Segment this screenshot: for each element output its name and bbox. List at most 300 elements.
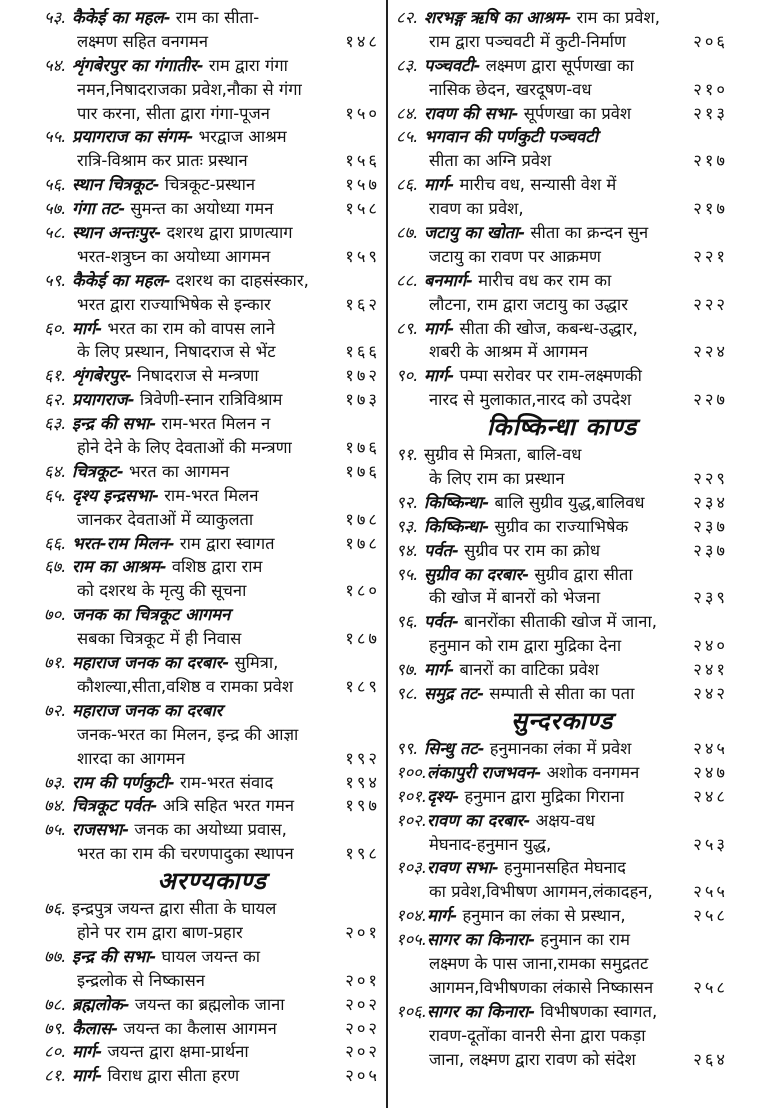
toc-entry [396, 539, 728, 563]
entry-title: महाराज जनक का दरबार- [72, 653, 230, 673]
entry-title: इन्द्र की सभा- [72, 414, 157, 434]
page-number: १९८ [345, 844, 380, 864]
page-number: १८० [345, 581, 380, 601]
entry-text: पम्पा सरोवर पर राम-लक्ष्मणकी [459, 366, 642, 386]
entry-title: लंकापुरी राजभवन- [427, 762, 542, 782]
toc-line [396, 491, 728, 515]
toc-entry [44, 1017, 380, 1041]
entry-text: रावण का प्रवेश, [429, 199, 524, 219]
entry-text: इन्द्रपुत्र जयन्त द्वारा सीता के घायल [72, 899, 277, 919]
toc-line [396, 658, 728, 682]
page-number: २१७ [693, 199, 728, 219]
toc-line [44, 675, 380, 699]
page-number: १५० [345, 103, 380, 123]
toc-line [396, 880, 728, 904]
entry-text: सूर्पणखा का प्रवेश [523, 103, 632, 123]
toc-entry [396, 317, 728, 365]
entry-title: पञ्चवटी- [424, 55, 481, 75]
entry-number: ८९. [396, 318, 419, 338]
entry-text: शारदा का आगमन [77, 748, 185, 768]
entry-text: राम का सीता- [175, 8, 260, 27]
entry-text: की खोज में बानरों को भेजना [429, 588, 601, 608]
toc-line [44, 54, 380, 78]
entry-text: होने पर राम द्वारा बाण-प्रहार [77, 922, 243, 942]
toc-entry [396, 6, 728, 54]
toc-line [44, 460, 380, 484]
entry-number: १०६. [396, 1001, 427, 1021]
entry-title: सिन्धु तट- [424, 738, 485, 758]
toc-entry [44, 460, 380, 484]
entry-number: १०२. [396, 810, 427, 830]
entry-title: किष्किन्धा- [424, 492, 490, 512]
toc-line [396, 737, 728, 761]
page-number: २२१ [693, 246, 728, 266]
toc-entry [44, 173, 380, 197]
page-number: १७६ [345, 461, 380, 481]
entry-text: दशरथ का दाहसंस्कार, [175, 270, 309, 290]
toc-line [396, 809, 728, 833]
toc-entry [44, 897, 380, 945]
entry-title: भरत-राम मिलन- [72, 533, 175, 553]
entry-number: ८३. [396, 55, 419, 75]
entry-text: नमन,निषादराजका प्रवेश,नौका से गंगा [77, 79, 302, 99]
page-number: २०१ [345, 970, 380, 990]
entry-text: पार करना, सीता द्वारा गंगा-पूजन [77, 103, 270, 123]
entry-number: ९०. [396, 366, 419, 386]
entry-title: समुद्र तट- [424, 684, 485, 704]
toc-line [44, 484, 380, 508]
page-number: २२९ [693, 469, 728, 489]
entry-number: ९४. [396, 540, 419, 560]
toc-entry [396, 54, 728, 102]
toc-line [396, 125, 728, 149]
toc-line [44, 532, 380, 556]
page-number: २४५ [693, 738, 728, 758]
entry-number: १०१. [396, 786, 427, 806]
entry-number: ५८. [44, 223, 67, 243]
toc-line [396, 388, 728, 412]
toc-line [396, 904, 728, 928]
entry-title: मार्ग- [72, 1042, 103, 1062]
entry-number: ७७. [44, 946, 67, 966]
toc-line [396, 761, 728, 785]
entry-title: मार्ग- [424, 366, 455, 386]
entry-title: स्थान अन्तःपुर- [72, 223, 162, 243]
page-number: २५३ [693, 834, 728, 854]
entry-text: शबरी के आश्रम में आगमन [429, 342, 588, 362]
toc-entry [44, 771, 380, 795]
toc-entry [396, 515, 728, 539]
entry-title: मार्ग- [427, 906, 458, 926]
entry-text: के लिए राम का प्रस्थान [429, 469, 565, 489]
toc-line [44, 221, 380, 245]
toc-line [396, 952, 728, 976]
toc-entry [396, 610, 728, 658]
toc-line [44, 794, 380, 818]
toc-line [44, 508, 380, 532]
entry-title: पर्वत- [424, 540, 459, 560]
toc-line [396, 340, 728, 364]
toc-line [44, 627, 380, 651]
entry-text: राम द्वारा पञ्चवटी में कुटी-निर्माण [429, 31, 626, 51]
entry-text: भरत द्वारा राज्याभिषेक से इन्कार [77, 294, 271, 314]
entry-title: मार्ग- [72, 318, 103, 338]
entry-title: सागर का किनारा- [427, 1001, 536, 1021]
toc-line [396, 6, 728, 30]
entry-text: मारीच वध, सन्यासी वेश में [459, 175, 617, 195]
entry-text: अक्षय-वध [535, 810, 595, 830]
toc-line [44, 818, 380, 842]
entry-number: ९५. [396, 564, 419, 584]
entry-title: जटायु का खोता- [424, 223, 526, 243]
page-number: २२२ [693, 294, 728, 314]
page-number: २४८ [693, 786, 728, 806]
entry-text: नारद से मुलाकात,नारद को उपदेश [429, 390, 632, 410]
toc-line [396, 976, 728, 1000]
entry-text: लक्ष्मण द्वारा सूर्पणखा का [485, 55, 634, 75]
toc-line [396, 539, 728, 563]
entry-number: ५७. [44, 199, 67, 219]
page-number: २०२ [345, 1018, 380, 1038]
toc-line [44, 747, 380, 771]
entry-number: ७३. [44, 772, 67, 792]
toc-entry [44, 269, 380, 317]
page-number: २०६ [693, 31, 728, 51]
entry-number: ६२. [44, 390, 67, 410]
toc-line [44, 723, 380, 747]
page-number: २२७ [693, 390, 728, 410]
entry-number: ९१. [396, 445, 419, 465]
entry-text: जनक-भरत का मिलन, इन्द्र की आज्ञा [77, 724, 299, 744]
page-number: २३४ [693, 492, 728, 512]
section-heading: किष्किन्धा काण्ड [486, 413, 638, 442]
page-number: १९२ [345, 748, 380, 768]
toc-entry [396, 102, 728, 126]
column-divider [386, 0, 388, 1108]
entry-text: चित्रकूट-प्रस्थान [164, 175, 256, 195]
entry-number: ८६. [396, 175, 419, 195]
entry-text: सुग्रीव द्वारा सीता [534, 564, 633, 584]
toc-entry [44, 993, 380, 1017]
toc-entry [44, 54, 380, 126]
page-number: २३७ [693, 540, 728, 560]
toc-line [44, 897, 380, 921]
entry-title: जनक का चित्रकूट आगमन [72, 605, 231, 625]
entry-title: प्रयागराज का संगम- [72, 127, 194, 147]
page-number: १५९ [345, 246, 380, 266]
toc-entry [44, 794, 380, 818]
entry-text: सम्पाती से सीता का पता [489, 684, 635, 704]
entry-text: हनुमान को राम द्वारा मुद्रिका देना [429, 636, 622, 656]
toc-line [396, 221, 728, 245]
entry-number: ६३. [44, 414, 67, 434]
toc-entry [44, 484, 380, 532]
toc-line [396, 1048, 728, 1072]
entry-number: ५५. [44, 127, 67, 147]
toc-entry [396, 491, 728, 515]
toc-line [396, 634, 728, 658]
toc-entry [44, 555, 380, 603]
entry-title: प्रयागराज- [72, 390, 135, 410]
toc-line [44, 30, 380, 54]
entry-title: शरभङ्ग ऋषि का आश्रम- [424, 8, 572, 27]
entry-title: मार्ग- [424, 318, 455, 338]
contents-left-column [44, 6, 380, 1088]
toc-line [396, 1000, 728, 1024]
toc-line [396, 317, 728, 341]
toc-entry [396, 928, 728, 1000]
entry-text: हनुमान द्वारा मुद्रिका गिराना [464, 786, 625, 806]
entry-text: सीता की खोज, कबन्ध-उद्धार, [459, 318, 638, 338]
page-number: १६६ [345, 342, 380, 362]
entry-number: ७९. [44, 1018, 67, 1038]
toc-entry [44, 412, 380, 460]
entry-number: ९८. [396, 684, 419, 704]
entry-text: सुमन्त का अयोध्या गमन [130, 199, 274, 219]
entry-text: हनुमानका लंका में प्रवेश [489, 738, 632, 758]
entry-text: बानरोंका सीताकी खोज में जाना, [464, 612, 657, 632]
entry-title: कैकेई का महल- [72, 8, 171, 27]
toc-entry [396, 658, 728, 682]
page-number: २१० [693, 79, 728, 99]
page-number: २०५ [345, 1066, 380, 1086]
toc-line [44, 1040, 380, 1064]
entry-text: लौटना, राम द्वारा जटायु का उद्धार [429, 294, 628, 314]
entry-number: ९९. [396, 738, 419, 758]
entry-text: जाना, लक्ष्मण द्वारा रावण को संदेश [429, 1049, 636, 1069]
toc-line [44, 340, 380, 364]
toc-line [396, 245, 728, 269]
toc-entry [44, 603, 380, 651]
entry-title: किष्किन्धा- [424, 516, 490, 536]
toc-line [44, 412, 380, 436]
entry-number: ८७. [396, 223, 419, 243]
entry-text: सुग्रीव पर राम का क्रोध [464, 540, 600, 560]
toc-line [44, 651, 380, 675]
toc-line [44, 245, 380, 269]
page-number: १७८ [345, 509, 380, 529]
toc-entry [396, 364, 728, 412]
page-number: १९४ [345, 772, 380, 792]
entry-text: मेघनाद-हनुमान युद्ध, [429, 834, 552, 854]
toc-entry [44, 317, 380, 365]
toc-line [396, 1024, 728, 1048]
page-number: २१७ [693, 151, 728, 171]
entry-number: १०५. [396, 930, 427, 950]
entry-text: भरत का आगमन [128, 461, 230, 481]
toc-entry [44, 699, 380, 771]
entry-text: बालि सुग्रीव युद्ध,बालिवध [494, 492, 645, 512]
entry-number: १००. [396, 762, 427, 782]
entry-text: जटायु का रावण पर आक्रमण [429, 246, 601, 266]
entry-text: हनुमान का लंका से प्रस्थान, [462, 906, 626, 926]
toc-line [396, 102, 728, 126]
entry-text: सबका चित्रकूट में ही निवास [77, 629, 242, 649]
toc-entry [396, 904, 728, 928]
toc-line [396, 856, 728, 880]
toc-entry [396, 856, 728, 904]
toc-line [396, 149, 728, 173]
entry-text: सुग्रीव का राज्याभिषेक [494, 516, 629, 536]
entry-title: पर्वत- [424, 612, 459, 632]
entry-number: ६७. [44, 557, 67, 577]
entry-number: ८५. [396, 127, 419, 147]
entry-number: ८८. [396, 270, 419, 290]
page-number: २२४ [693, 342, 728, 362]
entry-title: शृंगबेरपुर का गंगातीर- [72, 55, 204, 75]
toc-line [44, 269, 380, 293]
entry-title: स्थान चित्रकूट- [72, 175, 160, 195]
entry-title: मार्ग- [424, 175, 455, 195]
entry-text: जयन्त का कैलास आगमन [123, 1018, 277, 1038]
toc-entry [396, 269, 728, 317]
toc-line [44, 1064, 380, 1088]
toc-line [44, 436, 380, 460]
entry-number: ६१. [44, 366, 67, 386]
page-number: २४१ [693, 660, 728, 680]
entry-title: ब्रह्मलोक- [72, 994, 130, 1014]
toc-line [44, 993, 380, 1017]
page-number: २६४ [693, 1049, 728, 1069]
toc-line [44, 149, 380, 173]
toc-line [44, 317, 380, 341]
entry-text: राम-भरत संवाद [180, 772, 274, 792]
entry-text: विभीषणका स्वागत, [540, 1001, 658, 1021]
entry-number: ७४. [44, 796, 67, 816]
entry-text: लक्ष्मण के पास जाना,रामका समुद्रतट [429, 953, 649, 973]
entry-text: हनुमान का राम [540, 930, 630, 950]
toc-line [44, 293, 380, 317]
page-number: २४० [693, 636, 728, 656]
toc-line [396, 682, 728, 706]
entry-title: राजसभा- [72, 820, 130, 840]
entry-text: इन्द्रलोक से निष्कासन [77, 970, 205, 990]
entry-number: ७८. [44, 994, 67, 1014]
toc-entry [396, 125, 728, 173]
entry-text: भरत-शत्रुघ्न का अयोध्या आगमन [77, 246, 271, 266]
entry-text: विराध द्वारा सीता हरण [107, 1066, 240, 1086]
entry-number: ७१. [44, 653, 67, 673]
entry-title: महाराज जनक का दरबार [72, 700, 223, 720]
entry-text: जनक का अयोध्या प्रवास, [134, 820, 287, 840]
entry-text: दशरथ द्वारा प्राणत्याग [166, 223, 293, 243]
entry-text: राम द्वारा स्वागत [179, 533, 275, 553]
toc-line [396, 928, 728, 952]
toc-line [44, 921, 380, 945]
toc-line [396, 515, 728, 539]
entry-text: सुमित्रा, [234, 653, 279, 673]
toc-entry [44, 532, 380, 556]
entry-title: मार्ग- [72, 1066, 103, 1086]
toc-line [44, 555, 380, 579]
toc-line [396, 443, 728, 467]
entry-title: राम की पर्णकुटी- [72, 772, 175, 792]
entry-text: सुग्रीव से मित्रता, बालि-वध [424, 445, 582, 465]
page-number: १७२ [345, 366, 380, 386]
page-number: २१३ [693, 103, 728, 123]
entry-title: शृंगबेरपुर- [72, 366, 132, 386]
toc-line [44, 6, 380, 30]
toc-entry [44, 6, 380, 54]
toc-entry [396, 785, 728, 809]
section-heading: सुन्दरकाण्ड [510, 706, 614, 735]
toc-entry [44, 1064, 380, 1088]
entry-text: त्रिवेणी-स्नान रात्रिविश्राम [139, 390, 283, 410]
entry-title: दृश्य- [427, 786, 460, 806]
entry-text: वशिष्ठ द्वारा राम [171, 557, 263, 577]
toc-entry [44, 818, 380, 866]
entry-number: ७०. [44, 605, 67, 625]
entry-title: गंगा तट- [72, 199, 126, 219]
entry-number: ६०. [44, 318, 67, 338]
toc-line [396, 78, 728, 102]
toc-entry [396, 563, 728, 611]
toc-entry [44, 945, 380, 993]
page-number: २४७ [693, 762, 728, 782]
toc-line [396, 54, 728, 78]
page-number: १५८ [345, 199, 380, 219]
entry-text: नासिक छेदन, खरदूषण-वध [429, 79, 592, 99]
entry-number: १०३. [396, 858, 427, 878]
entry-text: घायल जयन्त का [161, 946, 261, 966]
entry-title: भगवान की पर्णकुटी पञ्चवटी [424, 127, 598, 147]
entry-text: कौशल्या,सीता,वशिष्ठ व रामका प्रवेश [77, 676, 294, 696]
entry-text: आगमन,विभीषणका लंकासे निष्कासन [429, 977, 654, 997]
entry-number: ८२. [396, 8, 419, 27]
page-number: १५७ [345, 175, 380, 195]
toc-line [44, 125, 380, 149]
page-number: २०२ [345, 994, 380, 1014]
entry-text: बानरों का वाटिका प्रवेश [459, 660, 599, 680]
toc-line [44, 102, 380, 126]
entry-number: ५९. [44, 270, 67, 290]
toc-line [396, 173, 728, 197]
entry-text: लक्ष्मण सहित वनगमन [77, 31, 209, 51]
page-number: २०१ [345, 922, 380, 942]
toc-line [44, 197, 380, 221]
entry-text: अशोक वनगमन [546, 762, 640, 782]
toc-line [396, 785, 728, 809]
entry-text: जयन्त का ब्रह्मलोक जाना [134, 994, 285, 1014]
entry-title: रावण का दरबार- [427, 810, 531, 830]
page-number: २५५ [693, 882, 728, 902]
entry-text: राम का प्रवेश, [576, 8, 660, 27]
entry-title: राम का आश्रम- [72, 557, 167, 577]
page-number: २३९ [693, 588, 728, 608]
page-number: १७६ [345, 438, 380, 458]
toc-entry [44, 388, 380, 412]
toc-entry [44, 651, 380, 699]
page-number: १६२ [345, 294, 380, 314]
page-number: १८७ [345, 629, 380, 649]
toc-line [44, 388, 380, 412]
entry-title: चित्रकूट पर्वत- [72, 796, 158, 816]
entry-number: ६५. [44, 485, 67, 505]
entry-text: भरत का राम को वापस लाने [107, 318, 275, 338]
entry-title: इन्द्र की सभा- [72, 946, 157, 966]
toc-line [396, 467, 728, 491]
entry-number: ७५. [44, 820, 67, 840]
entry-text: को दशरथ के मृत्यु की सूचना [77, 581, 247, 601]
entry-number: ७६. [44, 899, 67, 919]
entry-text: सीता का अग्नि प्रवेश [429, 151, 552, 171]
entry-title: मार्ग- [424, 660, 455, 680]
entry-number: ६६. [44, 533, 67, 553]
toc-line [396, 833, 728, 857]
toc-line [44, 579, 380, 603]
section-heading: अरण्यकाण्ड [157, 867, 267, 896]
toc-line [44, 78, 380, 102]
